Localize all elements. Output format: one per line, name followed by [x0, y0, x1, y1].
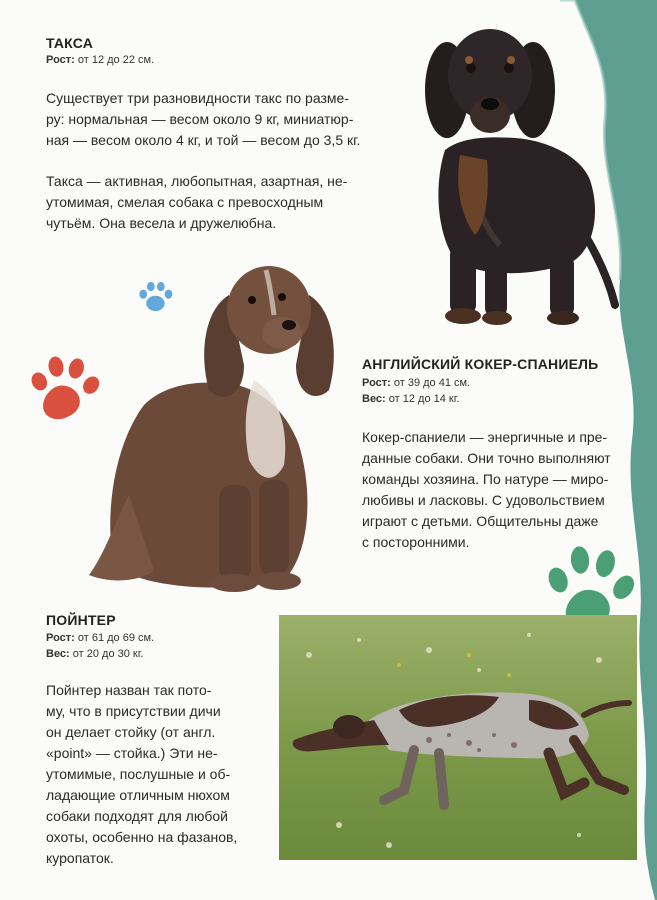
text-line: данные собаки. Они точно выполняют: [362, 450, 611, 466]
text-line: ру: нормальная — весом около 9 кг, миниатюр-: [46, 111, 354, 127]
text-line: Кокер-спаниели — энергичные и пре-: [362, 429, 608, 445]
text-line: команды хозяина. По натуре — миро-: [362, 471, 609, 487]
cocker-paragraph: [362, 427, 637, 553]
pointer-paragraph: [46, 680, 268, 869]
pointer-weight: [46, 646, 143, 662]
dachshund-paragraph-1: [46, 88, 394, 151]
height-value: от 39 до 41 см.: [393, 377, 471, 389]
height-label: Рост:: [46, 632, 75, 644]
dachshund-photo: [405, 20, 625, 330]
text-line: он делает стойку (от англ.: [46, 724, 216, 740]
cocker-weight: [362, 391, 459, 407]
text-line: «point» — стойка.) Эти не-: [46, 745, 218, 761]
text-line: куропаток.: [46, 850, 114, 866]
pointer-photo: [279, 615, 637, 860]
cocker-spaniel-photo: [84, 255, 344, 595]
text-line: Пойнтер назван так пото-: [46, 682, 212, 698]
text-line: собаки подходят для любой: [46, 808, 228, 824]
pointer-height: [46, 630, 154, 646]
text-line: му, что в присутствии дичи: [46, 703, 221, 719]
text-line: утомимая, смелая собака с превосходным: [46, 194, 324, 210]
cocker-title: АНГЛИЙСКИЙ КОКЕР-СПАНИЕЛЬ: [362, 356, 599, 372]
pointer-title: ПОЙНТЕР: [46, 612, 116, 628]
text-line: утомимые, послушные и об-: [46, 766, 231, 782]
text-line: играют с детьми. Общительны даже: [362, 513, 599, 529]
height-label: Рост:: [46, 54, 75, 66]
text-line: с посторонними.: [362, 534, 470, 550]
text-line: Такса — активная, любопытная, азартная, не-: [46, 173, 348, 189]
text-line: чутьём. Она весела и дружелюбна.: [46, 215, 277, 231]
dachshund-height: [46, 52, 154, 68]
weight-value: от 20 до 30 кг.: [72, 648, 144, 660]
dachshund-title: ТАКСА: [46, 35, 94, 51]
cocker-height: [362, 375, 470, 391]
height-label: Рост:: [362, 377, 391, 389]
text-line: ладающие отличным нюхом: [46, 787, 230, 803]
weight-label: Вес:: [46, 648, 70, 660]
height-value: от 61 до 69 см.: [77, 632, 155, 644]
dachshund-paragraph-2: [46, 171, 394, 234]
weight-label: Вес:: [362, 393, 386, 405]
text-line: Существует три разновидности такс по разме-: [46, 90, 349, 106]
text-line: любивы и ласковы. С удовольствием: [362, 492, 605, 508]
text-line: ная — весом около 4 кг, и той — весом до 3,5 кг.: [46, 132, 361, 148]
text-line: охоты, особенно на фазанов,: [46, 829, 238, 845]
height-value: от 12 до 22 см.: [77, 54, 155, 66]
weight-value: от 12 до 14 кг.: [388, 393, 460, 405]
